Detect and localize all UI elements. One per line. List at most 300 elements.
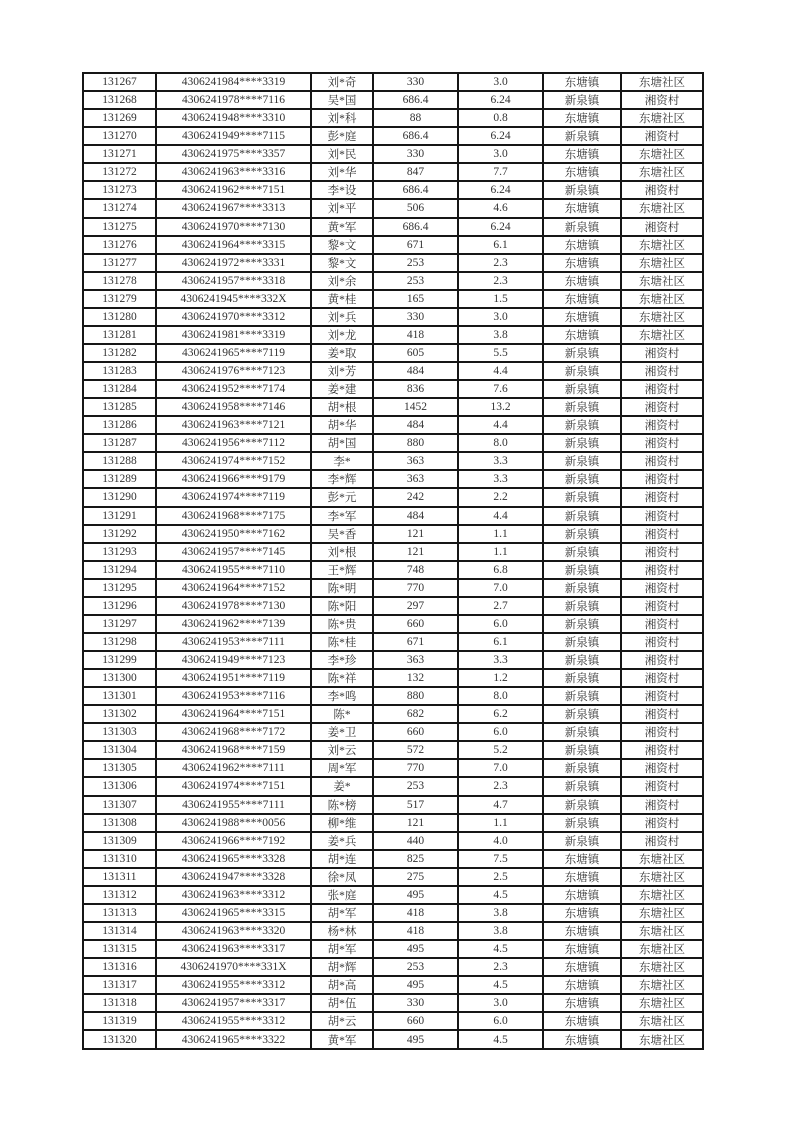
table-row [83, 669, 703, 687]
cell-town: 东塘镇 [543, 199, 621, 217]
cell-id-number: 4306241976****7123 [156, 362, 311, 380]
table-row [83, 218, 703, 236]
cell-amount: 253 [373, 958, 458, 976]
cell-town: 东塘镇 [543, 163, 621, 181]
cell-village: 湘资村 [621, 91, 703, 109]
cell-amount: 297 [373, 597, 458, 615]
cell-id-number: 4306241984****3319 [156, 73, 311, 91]
table-row [83, 777, 703, 795]
cell-id-number: 4306241978****7116 [156, 91, 311, 109]
cell-town: 新泉镇 [543, 91, 621, 109]
cell-village: 湘资村 [621, 398, 703, 416]
cell-amount: 1452 [373, 398, 458, 416]
cell-area: 7.6 [458, 380, 543, 398]
cell-id-number: 4306241970****331X [156, 958, 311, 976]
table-row [83, 199, 703, 217]
cell-village: 湘资村 [621, 344, 703, 362]
cell-amount: 660 [373, 615, 458, 633]
table-row [83, 326, 703, 344]
cell-town: 新泉镇 [543, 543, 621, 561]
cell-town: 东塘镇 [543, 940, 621, 958]
cell-town: 新泉镇 [543, 759, 621, 777]
cell-name: 吴*国 [311, 91, 373, 109]
cell-name: 刘*云 [311, 741, 373, 759]
cell-id-number: 4306241963****3312 [156, 886, 311, 904]
cell-amount: 686.4 [373, 218, 458, 236]
cell-amount: 671 [373, 236, 458, 254]
table-row [83, 290, 703, 308]
cell-village: 东塘社区 [621, 308, 703, 326]
cell-serial: 131291 [83, 507, 156, 525]
cell-name: 李*辉 [311, 470, 373, 488]
cell-area: 5.2 [458, 741, 543, 759]
cell-id-number: 4306241964****3315 [156, 236, 311, 254]
cell-name: 姜*兵 [311, 832, 373, 850]
cell-name: 胡*云 [311, 1012, 373, 1030]
cell-amount: 418 [373, 326, 458, 344]
cell-town: 新泉镇 [543, 777, 621, 795]
cell-name: 徐*凤 [311, 868, 373, 886]
cell-village: 东塘社区 [621, 976, 703, 994]
cell-serial: 131294 [83, 561, 156, 579]
cell-serial: 131284 [83, 380, 156, 398]
cell-village: 湘资村 [621, 705, 703, 723]
cell-id-number: 4306241964****7151 [156, 705, 311, 723]
cell-town: 东塘镇 [543, 254, 621, 272]
cell-village: 东塘社区 [621, 904, 703, 922]
table-row [83, 543, 703, 561]
cell-town: 新泉镇 [543, 597, 621, 615]
cell-village: 湘资村 [621, 488, 703, 506]
table-row [83, 976, 703, 994]
table-row [83, 127, 703, 145]
cell-village: 东塘社区 [621, 922, 703, 940]
table-row [83, 507, 703, 525]
cell-village: 湘资村 [621, 416, 703, 434]
cell-id-number: 4306241975****3357 [156, 145, 311, 163]
table-row [83, 380, 703, 398]
cell-name: 彭*元 [311, 488, 373, 506]
cell-village: 湘资村 [621, 741, 703, 759]
cell-serial: 131269 [83, 109, 156, 127]
cell-id-number: 4306241963****3320 [156, 922, 311, 940]
cell-id-number: 4306241974****7152 [156, 452, 311, 470]
cell-village: 湘资村 [621, 525, 703, 543]
cell-serial: 131299 [83, 651, 156, 669]
cell-id-number: 4306241963****3317 [156, 940, 311, 958]
cell-area: 2.3 [458, 272, 543, 290]
cell-village: 东塘社区 [621, 236, 703, 254]
cell-serial: 131298 [83, 633, 156, 651]
cell-serial: 131267 [83, 73, 156, 91]
cell-serial: 131297 [83, 615, 156, 633]
cell-village: 东塘社区 [621, 73, 703, 91]
cell-town: 东塘镇 [543, 850, 621, 868]
table-row [83, 832, 703, 850]
cell-area: 6.1 [458, 633, 543, 651]
cell-town: 东塘镇 [543, 326, 621, 344]
cell-town: 新泉镇 [543, 832, 621, 850]
cell-name: 刘*龙 [311, 326, 373, 344]
cell-amount: 418 [373, 904, 458, 922]
cell-serial: 131268 [83, 91, 156, 109]
cell-area: 1.1 [458, 543, 543, 561]
cell-serial: 131320 [83, 1030, 156, 1049]
cell-amount: 88 [373, 109, 458, 127]
cell-village: 湘资村 [621, 470, 703, 488]
cell-id-number: 4306241958****7146 [156, 398, 311, 416]
table-row [83, 344, 703, 362]
table-row [83, 723, 703, 741]
cell-town: 新泉镇 [543, 434, 621, 452]
benefit-table [82, 72, 704, 1050]
cell-amount: 121 [373, 543, 458, 561]
cell-id-number: 4306241945****332X [156, 290, 311, 308]
cell-id-number: 4306241948****3310 [156, 109, 311, 127]
cell-serial: 131318 [83, 994, 156, 1012]
table-row [83, 452, 703, 470]
table-row [83, 254, 703, 272]
cell-serial: 131310 [83, 850, 156, 868]
cell-area: 6.24 [458, 127, 543, 145]
cell-town: 东塘镇 [543, 109, 621, 127]
cell-area: 6.0 [458, 723, 543, 741]
cell-area: 5.5 [458, 344, 543, 362]
cell-town: 新泉镇 [543, 814, 621, 832]
cell-name: 陈*祥 [311, 669, 373, 687]
table-row [83, 850, 703, 868]
cell-name: 胡*军 [311, 940, 373, 958]
cell-area: 6.2 [458, 705, 543, 723]
cell-area: 2.7 [458, 597, 543, 615]
cell-town: 东塘镇 [543, 145, 621, 163]
cell-name: 姜* [311, 777, 373, 795]
table-row [83, 163, 703, 181]
cell-area: 4.5 [458, 976, 543, 994]
cell-serial: 131283 [83, 362, 156, 380]
cell-amount: 253 [373, 777, 458, 795]
cell-area: 4.5 [458, 940, 543, 958]
cell-id-number: 4306241966****9179 [156, 470, 311, 488]
cell-amount: 418 [373, 922, 458, 940]
cell-town: 东塘镇 [543, 73, 621, 91]
cell-area: 7.5 [458, 850, 543, 868]
cell-serial: 131314 [83, 922, 156, 940]
cell-area: 3.3 [458, 651, 543, 669]
cell-name: 陈* [311, 705, 373, 723]
cell-area: 2.5 [458, 868, 543, 886]
cell-town: 东塘镇 [543, 976, 621, 994]
cell-name: 胡*军 [311, 904, 373, 922]
cell-town: 东塘镇 [543, 904, 621, 922]
cell-village: 湘资村 [621, 434, 703, 452]
cell-town: 新泉镇 [543, 561, 621, 579]
cell-name: 彭*庭 [311, 127, 373, 145]
cell-town: 新泉镇 [543, 181, 621, 199]
cell-village: 湘资村 [621, 561, 703, 579]
table-row [83, 904, 703, 922]
cell-village: 东塘社区 [621, 163, 703, 181]
table-row [83, 561, 703, 579]
cell-serial: 131290 [83, 488, 156, 506]
cell-village: 东塘社区 [621, 994, 703, 1012]
cell-id-number: 4306241964****7152 [156, 579, 311, 597]
cell-name: 刘*平 [311, 199, 373, 217]
cell-area: 0.8 [458, 109, 543, 127]
table-row [83, 886, 703, 904]
cell-serial: 131304 [83, 741, 156, 759]
cell-town: 东塘镇 [543, 868, 621, 886]
cell-serial: 131278 [83, 272, 156, 290]
cell-amount: 682 [373, 705, 458, 723]
cell-village: 东塘社区 [621, 868, 703, 886]
cell-area: 4.4 [458, 362, 543, 380]
cell-serial: 131307 [83, 796, 156, 814]
table-row [83, 73, 703, 91]
cell-amount: 836 [373, 380, 458, 398]
cell-area: 6.24 [458, 91, 543, 109]
table-row [83, 416, 703, 434]
cell-name: 姜*卫 [311, 723, 373, 741]
cell-village: 湘资村 [621, 218, 703, 236]
cell-serial: 131281 [83, 326, 156, 344]
cell-village: 湘资村 [621, 796, 703, 814]
table-row [83, 958, 703, 976]
cell-id-number: 4306241974****7119 [156, 488, 311, 506]
cell-id-number: 4306241968****7172 [156, 723, 311, 741]
cell-id-number: 4306241967****3313 [156, 199, 311, 217]
cell-village: 湘资村 [621, 362, 703, 380]
cell-town: 新泉镇 [543, 579, 621, 597]
cell-serial: 131305 [83, 759, 156, 777]
cell-serial: 131302 [83, 705, 156, 723]
cell-id-number: 4306241965****3328 [156, 850, 311, 868]
cell-area: 6.24 [458, 181, 543, 199]
table-row [83, 759, 703, 777]
cell-serial: 131292 [83, 525, 156, 543]
cell-area: 8.0 [458, 434, 543, 452]
cell-amount: 363 [373, 470, 458, 488]
cell-town: 新泉镇 [543, 380, 621, 398]
cell-id-number: 4306241949****7115 [156, 127, 311, 145]
cell-town: 东塘镇 [543, 922, 621, 940]
cell-area: 3.8 [458, 326, 543, 344]
cell-amount: 330 [373, 145, 458, 163]
cell-serial: 131312 [83, 886, 156, 904]
table-row [83, 868, 703, 886]
cell-name: 姜*取 [311, 344, 373, 362]
cell-amount: 253 [373, 254, 458, 272]
cell-area: 1.2 [458, 669, 543, 687]
cell-name: 胡*伍 [311, 994, 373, 1012]
cell-serial: 131319 [83, 1012, 156, 1030]
cell-name: 黄*桂 [311, 290, 373, 308]
cell-serial: 131301 [83, 687, 156, 705]
cell-area: 1.5 [458, 290, 543, 308]
cell-name: 刘*民 [311, 145, 373, 163]
cell-name: 刘*根 [311, 543, 373, 561]
cell-id-number: 4306241951****7119 [156, 669, 311, 687]
cell-amount: 770 [373, 579, 458, 597]
cell-amount: 363 [373, 651, 458, 669]
table-row [83, 398, 703, 416]
cell-name: 李*珍 [311, 651, 373, 669]
cell-serial: 131287 [83, 434, 156, 452]
table-row [83, 525, 703, 543]
cell-town: 新泉镇 [543, 127, 621, 145]
cell-name: 陈*阳 [311, 597, 373, 615]
cell-serial: 131277 [83, 254, 156, 272]
cell-id-number: 4306241981****3319 [156, 326, 311, 344]
cell-area: 6.24 [458, 218, 543, 236]
cell-id-number: 4306241955****3312 [156, 976, 311, 994]
cell-area: 4.6 [458, 199, 543, 217]
cell-village: 东塘社区 [621, 272, 703, 290]
cell-serial: 131306 [83, 777, 156, 795]
cell-town: 东塘镇 [543, 1030, 621, 1049]
cell-area: 7.0 [458, 759, 543, 777]
cell-area: 3.3 [458, 452, 543, 470]
cell-area: 6.1 [458, 236, 543, 254]
cell-amount: 330 [373, 994, 458, 1012]
cell-town: 新泉镇 [543, 507, 621, 525]
cell-serial: 131309 [83, 832, 156, 850]
table-row [83, 633, 703, 651]
cell-amount: 484 [373, 362, 458, 380]
cell-town: 新泉镇 [543, 669, 621, 687]
cell-serial: 131308 [83, 814, 156, 832]
cell-village: 湘资村 [621, 380, 703, 398]
cell-village: 湘资村 [621, 579, 703, 597]
table-row [83, 272, 703, 290]
cell-area: 2.3 [458, 958, 543, 976]
cell-village: 湘资村 [621, 181, 703, 199]
cell-village: 东塘社区 [621, 326, 703, 344]
cell-id-number: 4306241965****3315 [156, 904, 311, 922]
cell-name: 陈*明 [311, 579, 373, 597]
cell-serial: 131313 [83, 904, 156, 922]
cell-amount: 517 [373, 796, 458, 814]
cell-town: 新泉镇 [543, 416, 621, 434]
cell-serial: 131289 [83, 470, 156, 488]
table-row [83, 922, 703, 940]
cell-town: 新泉镇 [543, 344, 621, 362]
table-row [83, 91, 703, 109]
cell-id-number: 4306241972****3331 [156, 254, 311, 272]
cell-town: 新泉镇 [543, 362, 621, 380]
cell-village: 湘资村 [621, 651, 703, 669]
cell-serial: 131293 [83, 543, 156, 561]
cell-amount: 660 [373, 723, 458, 741]
table-row [83, 687, 703, 705]
cell-serial: 131303 [83, 723, 156, 741]
cell-town: 新泉镇 [543, 470, 621, 488]
cell-name: 黎*文 [311, 254, 373, 272]
cell-name: 刘*余 [311, 272, 373, 290]
cell-town: 新泉镇 [543, 398, 621, 416]
cell-name: 黎*文 [311, 236, 373, 254]
cell-serial: 131296 [83, 597, 156, 615]
cell-village: 湘资村 [621, 814, 703, 832]
cell-village: 东塘社区 [621, 254, 703, 272]
cell-amount: 330 [373, 73, 458, 91]
cell-village: 湘资村 [621, 723, 703, 741]
cell-serial: 131282 [83, 344, 156, 362]
cell-name: 王*辉 [311, 561, 373, 579]
cell-town: 新泉镇 [543, 723, 621, 741]
cell-area: 6.0 [458, 615, 543, 633]
cell-village: 东塘社区 [621, 109, 703, 127]
table-row [83, 145, 703, 163]
table-row [83, 940, 703, 958]
cell-id-number: 4306241957****7145 [156, 543, 311, 561]
cell-serial: 131317 [83, 976, 156, 994]
cell-amount: 121 [373, 525, 458, 543]
cell-area: 4.5 [458, 886, 543, 904]
cell-id-number: 4306241950****7162 [156, 525, 311, 543]
cell-name: 李*设 [311, 181, 373, 199]
cell-name: 胡*连 [311, 850, 373, 868]
cell-id-number: 4306241956****7112 [156, 434, 311, 452]
cell-serial: 131280 [83, 308, 156, 326]
cell-name: 杨*林 [311, 922, 373, 940]
cell-village: 东塘社区 [621, 958, 703, 976]
cell-id-number: 4306241953****7111 [156, 633, 311, 651]
cell-amount: 363 [373, 452, 458, 470]
cell-village: 东塘社区 [621, 940, 703, 958]
benefit-table-body [83, 73, 703, 1049]
cell-id-number: 4306241963****3316 [156, 163, 311, 181]
cell-area: 4.7 [458, 796, 543, 814]
cell-town: 东塘镇 [543, 886, 621, 904]
cell-serial: 131272 [83, 163, 156, 181]
cell-area: 13.2 [458, 398, 543, 416]
cell-town: 东塘镇 [543, 236, 621, 254]
table-row [83, 308, 703, 326]
cell-town: 新泉镇 [543, 705, 621, 723]
cell-amount: 880 [373, 434, 458, 452]
table-row [83, 362, 703, 380]
cell-village: 湘资村 [621, 633, 703, 651]
cell-amount: 825 [373, 850, 458, 868]
cell-amount: 121 [373, 814, 458, 832]
cell-village: 湘资村 [621, 597, 703, 615]
cell-area: 2.2 [458, 488, 543, 506]
cell-town: 新泉镇 [543, 651, 621, 669]
cell-village: 湘资村 [621, 127, 703, 145]
cell-town: 新泉镇 [543, 687, 621, 705]
table-row [83, 705, 703, 723]
cell-area: 3.0 [458, 308, 543, 326]
cell-town: 新泉镇 [543, 633, 621, 651]
cell-amount: 847 [373, 163, 458, 181]
cell-serial: 131271 [83, 145, 156, 163]
cell-amount: 495 [373, 976, 458, 994]
cell-id-number: 4306241968****7175 [156, 507, 311, 525]
cell-name: 吴*香 [311, 525, 373, 543]
cell-town: 新泉镇 [543, 741, 621, 759]
cell-town: 东塘镇 [543, 290, 621, 308]
cell-id-number: 4306241949****7123 [156, 651, 311, 669]
cell-town: 东塘镇 [543, 958, 621, 976]
cell-id-number: 4306241965****3322 [156, 1030, 311, 1049]
table-row [83, 994, 703, 1012]
cell-serial: 131315 [83, 940, 156, 958]
cell-area: 1.1 [458, 814, 543, 832]
cell-village: 湘资村 [621, 543, 703, 561]
table-row [83, 814, 703, 832]
cell-area: 3.3 [458, 470, 543, 488]
